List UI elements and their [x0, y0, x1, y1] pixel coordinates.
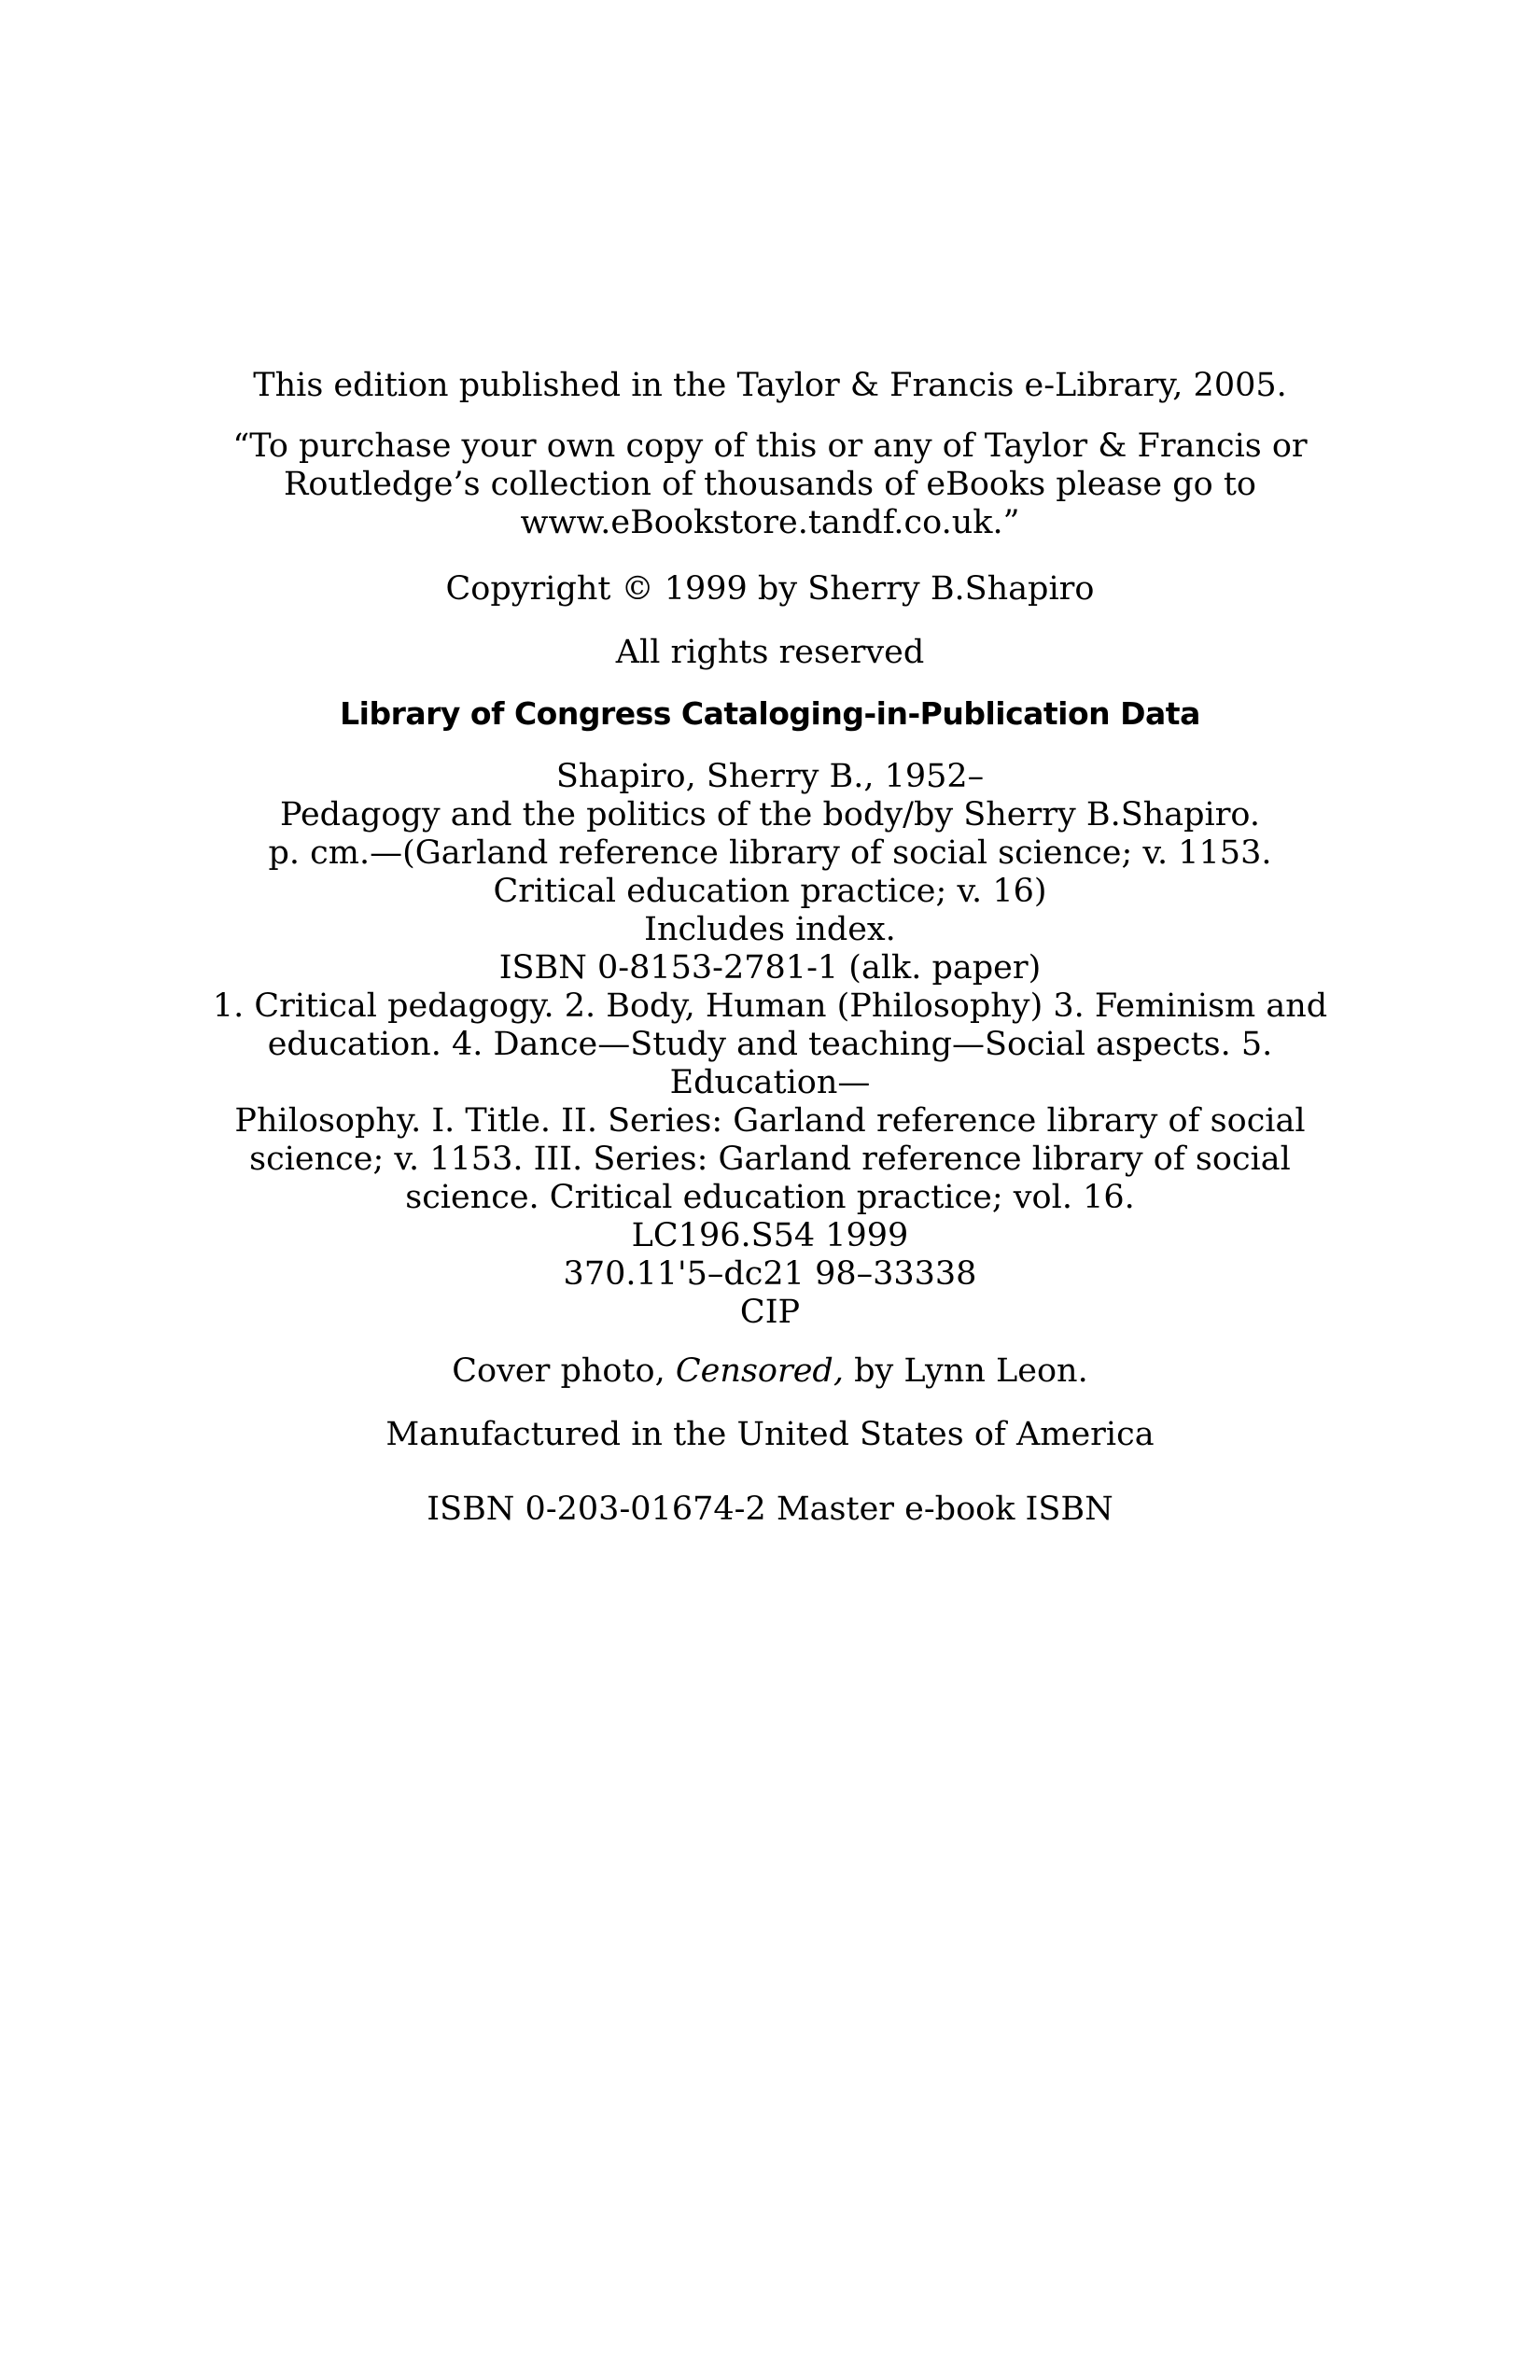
- purchase-notice-line: Routledge’s collection of thousands of eBooks please go to: [283, 466, 1257, 503]
- cip-line: Education—: [669, 1064, 871, 1101]
- manufactured-text: Manufactured in the United States of America: [385, 1416, 1155, 1453]
- cip-line: Shapiro, Sherry B., 1952–: [555, 758, 985, 795]
- cip-record: [187, 758, 1353, 1332]
- cip-line: education. 4. Dance—Study and teaching—Social aspects. 5.: [267, 1026, 1273, 1063]
- copyright-notice: [187, 570, 1353, 609]
- cip-line: Critical education practice; v. 16): [493, 873, 1047, 910]
- purchase-notice: [187, 427, 1353, 542]
- cip-line: Philosophy. I. Title. II. Series: Garland reference library of social: [234, 1102, 1306, 1140]
- cover-photo-prefix: Cover photo,: [452, 1352, 665, 1390]
- isbn-master-notice: [187, 1491, 1353, 1529]
- cip-line: science; v. 1153. III. Series: Garland reference library of social: [249, 1141, 1291, 1178]
- cover-photo-line: [187, 1352, 1353, 1391]
- cover-photo-credit: [187, 1352, 1353, 1391]
- copyright-text: Copyright © 1999 by Sherry B.Shapiro: [445, 570, 1095, 608]
- cip-line: ISBN 0-8153-2781-1 (alk. paper): [498, 949, 1042, 987]
- cip-line: 370.11'5–dc21 98–33338: [563, 1255, 977, 1293]
- cover-photo-title: Censored,: [675, 1352, 844, 1390]
- cip-line: Pedagogy and the politics of the body/by Sherry B.Shapiro.: [279, 796, 1261, 833]
- isbn-master-text: ISBN 0-203-01674-2 Master e-book ISBN: [427, 1491, 1113, 1528]
- purchase-notice-line: “To purchase your own copy of this or any of Taylor & Francis or: [232, 427, 1308, 465]
- cip-heading: [187, 694, 1353, 733]
- manufactured-notice: [187, 1416, 1353, 1454]
- edition-notice: [187, 367, 1353, 405]
- purchase-notice-url: www.eBookstore.tandf.co.uk.”: [520, 504, 1020, 541]
- cip-line: CIP: [739, 1294, 801, 1331]
- rights-text: All rights reserved: [615, 634, 925, 671]
- edition-notice-text: This edition published in the Taylor & Francis e-Library, 2005.: [253, 367, 1287, 404]
- cip-line: p. cm.—(Garland reference library of social science; v. 1153.: [268, 834, 1272, 872]
- cip-line: science. Critical education practice; vol. 16.: [405, 1179, 1135, 1216]
- cip-line: Includes index.: [644, 911, 896, 948]
- rights-notice: [187, 634, 1353, 672]
- cip-line: 1. Critical pedagogy. 2. Body, Human (Philosophy) 3. Feminism and: [212, 987, 1328, 1025]
- cover-photo-suffix: by Lynn Leon.: [854, 1352, 1088, 1390]
- cip-heading-text: Library of Congress Cataloging-in-Publication Data: [340, 695, 1200, 732]
- cip-line: LC196.S54 1999: [631, 1217, 909, 1254]
